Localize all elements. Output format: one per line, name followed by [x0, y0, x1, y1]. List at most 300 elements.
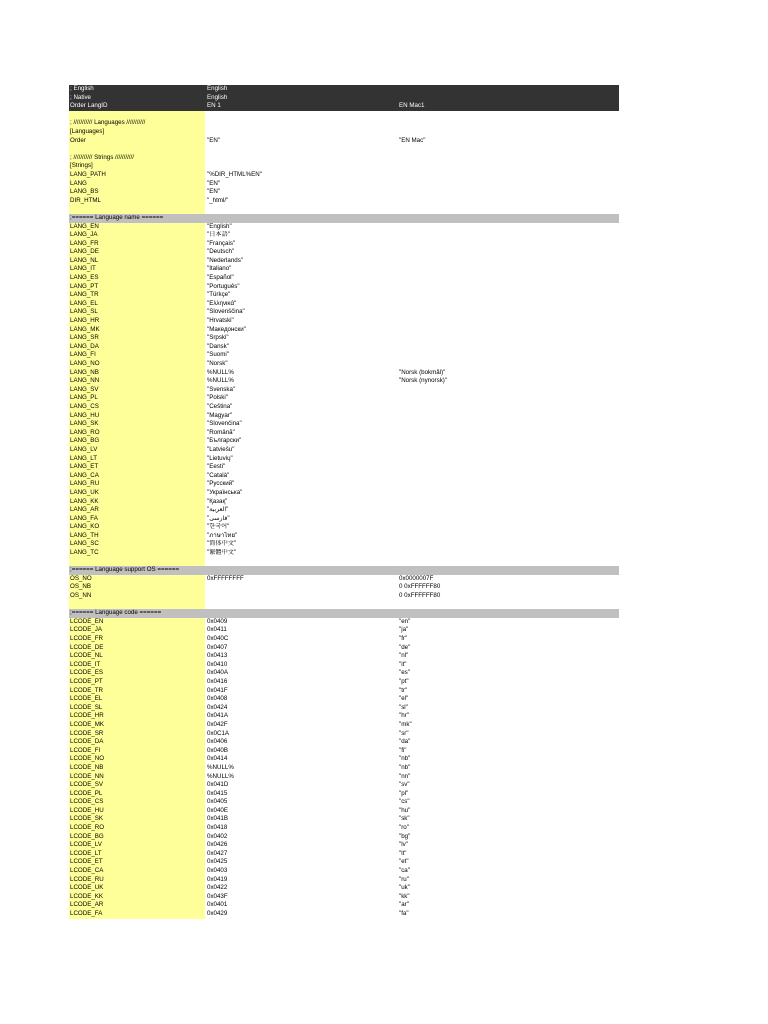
key-cell[interactable]: LCODE_TR: [69, 687, 205, 696]
key-cell[interactable]: LANG_SK: [69, 420, 205, 429]
key-cell[interactable]: LANG_BS: [69, 188, 205, 197]
mac-value-cell[interactable]: [399, 446, 619, 455]
key-cell[interactable]: Order: [69, 137, 205, 146]
key-cell[interactable]: LANG_BG: [69, 437, 205, 446]
mac-value-cell[interactable]: "sv": [399, 781, 410, 789]
key-cell[interactable]: LANG_NN: [69, 377, 205, 386]
value-cell[interactable]: 0x041D: [207, 781, 229, 789]
value-cell[interactable]: 0x0410: [207, 660, 228, 668]
key-cell[interactable]: [69, 111, 205, 120]
mac-value-cell[interactable]: [399, 197, 619, 206]
mac-value-cell[interactable]: [399, 265, 619, 274]
value-cell[interactable]: "Hrvatski": [207, 317, 234, 325]
key-cell[interactable]: LCODE_LV: [69, 841, 205, 850]
key-cell[interactable]: LANG_SC: [69, 540, 205, 549]
mac-value-cell[interactable]: [399, 154, 619, 163]
key-cell[interactable]: LANG_SV: [69, 386, 205, 395]
mac-value-cell[interactable]: "pl": [399, 789, 409, 797]
mac-value-cell[interactable]: [399, 498, 619, 507]
mac-value-cell[interactable]: "nb": [399, 763, 411, 771]
value-cell[interactable]: [207, 583, 397, 592]
key-cell[interactable]: LANG_UK: [69, 489, 205, 498]
mac-value-cell[interactable]: [399, 188, 619, 197]
value-cell[interactable]: %NULL%: [207, 763, 234, 771]
key-cell[interactable]: LANG_RU: [69, 480, 205, 489]
mac-value-cell[interactable]: [399, 119, 619, 128]
key-cell[interactable]: ;====== Language support OS ======: [69, 566, 205, 575]
key-cell[interactable]: LANG_FA: [69, 515, 205, 524]
key-cell[interactable]: LANG_TR: [69, 291, 205, 300]
mac-value-cell[interactable]: [399, 523, 619, 532]
value-cell[interactable]: "日本語": [207, 231, 230, 239]
value-cell[interactable]: "العربية": [207, 506, 229, 514]
value-cell[interactable]: "Italiano": [207, 265, 232, 273]
mac-value-cell[interactable]: "nn": [399, 772, 411, 780]
mac-value-cell[interactable]: "EN Mac": [399, 136, 426, 144]
mac-value-cell[interactable]: "uk": [399, 884, 410, 892]
key-cell[interactable]: LCODE_LT: [69, 850, 205, 859]
value-cell[interactable]: 0x0C1A: [207, 729, 230, 737]
key-cell[interactable]: ; /////////// Languages ///////////: [69, 119, 205, 128]
key-cell[interactable]: LANG_DE: [69, 248, 205, 257]
mac-value-cell[interactable]: [399, 94, 619, 103]
value-cell[interactable]: 0x0411: [207, 626, 227, 634]
key-cell[interactable]: LCODE_FA: [69, 910, 205, 919]
value-cell[interactable]: 0x040B: [207, 746, 228, 754]
value-cell[interactable]: "Slovenčina": [207, 420, 242, 428]
value-cell[interactable]: "Български": [207, 437, 242, 445]
mac-value-cell[interactable]: "ar": [399, 901, 409, 909]
value-cell[interactable]: 0x040C: [207, 635, 229, 642]
key-cell[interactable]: LCODE_BG: [69, 833, 205, 842]
mac-value-cell[interactable]: "en": [399, 617, 411, 625]
value-cell[interactable]: 0x041F: [207, 686, 228, 694]
value-cell[interactable]: [207, 558, 397, 567]
key-cell[interactable]: LANG_NL: [69, 257, 205, 266]
value-cell[interactable]: "Lietuvių": [207, 454, 233, 462]
key-cell[interactable]: LANG_TC: [69, 549, 205, 558]
value-cell[interactable]: 0x0402: [207, 832, 228, 840]
table-row: [69, 695, 619, 704]
mac-value-cell[interactable]: [399, 162, 619, 171]
value-cell[interactable]: 0x0414: [207, 755, 228, 763]
mac-value-cell[interactable]: [399, 420, 619, 429]
mac-value-cell[interactable]: "ru": [399, 875, 409, 883]
value-cell[interactable]: 0x0424: [207, 703, 228, 711]
key-cell[interactable]: LCODE_NO: [69, 755, 205, 764]
mac-value-cell[interactable]: "Norsk (bokmål)": [399, 368, 446, 376]
key-cell[interactable]: LCODE_EL: [69, 695, 205, 704]
key-cell[interactable]: LANG_KO: [69, 523, 205, 532]
key-cell[interactable]: LCODE_RO: [69, 824, 205, 833]
mac-value-cell[interactable]: "es": [399, 669, 410, 677]
value-cell[interactable]: "EN": [207, 188, 220, 196]
mac-value-cell[interactable]: [399, 145, 619, 154]
value-cell[interactable]: 0x042F: [207, 720, 228, 728]
key-cell[interactable]: OS_NN: [69, 592, 205, 601]
key-cell[interactable]: LCODE_FR: [69, 635, 205, 644]
mac-value-cell[interactable]: [399, 180, 619, 189]
value-cell[interactable]: English: [207, 85, 228, 92]
value-cell[interactable]: "ภาษาไทย": [207, 531, 238, 539]
value-cell[interactable]: "Русский": [207, 480, 235, 488]
table-row: [69, 188, 619, 197]
table-row: [69, 858, 619, 867]
value-cell[interactable]: 0x041B: [207, 815, 228, 823]
key-cell[interactable]: LCODE_NL: [69, 652, 205, 661]
mac-value-cell[interactable]: [399, 403, 619, 412]
mac-value-cell[interactable]: "mk": [399, 720, 412, 728]
mac-value-cell[interactable]: [399, 480, 619, 489]
mac-value-cell[interactable]: [399, 274, 619, 283]
mac-value-cell[interactable]: [399, 386, 619, 395]
mac-value-cell[interactable]: [399, 549, 619, 558]
value-cell[interactable]: "Slovenščina": [207, 308, 245, 316]
value-cell[interactable]: "Čeština": [207, 402, 233, 410]
key-cell[interactable]: LANG_ET: [69, 463, 205, 472]
mac-value-cell[interactable]: [399, 240, 619, 249]
value-cell[interactable]: "Deutsch": [207, 248, 235, 256]
value-cell[interactable]: [207, 609, 397, 618]
value-cell[interactable]: "Українська": [207, 488, 243, 496]
key-cell[interactable]: LCODE_NN: [69, 773, 205, 782]
value-cell[interactable]: 0x0413: [207, 652, 228, 660]
value-cell[interactable]: %NULL%: [207, 772, 234, 780]
value-cell[interactable]: "EN": [207, 136, 220, 144]
table-row: [69, 626, 619, 635]
value-cell[interactable]: [207, 119, 397, 128]
mac-value-cell[interactable]: "ro": [399, 824, 409, 832]
value-cell[interactable]: 0x0416: [207, 677, 228, 685]
key-cell[interactable]: LANG_SL: [69, 308, 205, 317]
value-cell[interactable]: EN 1: [207, 102, 221, 110]
key-cell[interactable]: [69, 558, 205, 567]
key-cell[interactable]: LANG_CA: [69, 472, 205, 481]
key-cell[interactable]: LANG_NB: [69, 369, 205, 378]
mac-value-cell[interactable]: "fi": [399, 746, 407, 754]
value-cell[interactable]: "Română": [207, 428, 235, 436]
mac-value-cell[interactable]: "it": [399, 660, 407, 668]
mac-value-cell[interactable]: EN Mac1: [399, 102, 425, 110]
value-cell[interactable]: 0x043F: [207, 892, 228, 900]
key-cell[interactable]: LCODE_ET: [69, 858, 205, 867]
mac-value-cell[interactable]: "cs": [399, 798, 410, 806]
key-cell[interactable]: LCODE_CS: [69, 798, 205, 807]
value-cell[interactable]: 0x0403: [207, 867, 228, 875]
mac-value-cell[interactable]: "fr": [399, 635, 408, 642]
value-cell[interactable]: "繁體中文": [207, 549, 237, 557]
value-cell[interactable]: "Dansk": [207, 342, 229, 350]
mac-value-cell[interactable]: [399, 111, 619, 120]
key-cell[interactable]: OS_NB: [69, 583, 205, 592]
mac-value-cell[interactable]: "nl": [399, 652, 409, 660]
key-cell[interactable]: LCODE_AR: [69, 901, 205, 910]
mac-value-cell[interactable]: [399, 566, 619, 575]
mac-value-cell[interactable]: "tr": [399, 686, 408, 694]
value-cell[interactable]: 0x0407: [207, 643, 228, 651]
mac-value-cell[interactable]: [399, 317, 619, 326]
mac-value-cell[interactable]: "sr": [399, 729, 409, 737]
mac-value-cell[interactable]: [399, 223, 619, 232]
value-cell[interactable]: 0x040E: [207, 806, 228, 814]
mac-value-cell[interactable]: [399, 205, 619, 214]
mac-value-cell[interactable]: [399, 351, 619, 360]
key-cell[interactable]: LCODE_CA: [69, 867, 205, 876]
key-cell[interactable]: LANG_LV: [69, 446, 205, 455]
value-cell[interactable]: %NULL%: [207, 377, 234, 385]
key-cell[interactable]: ; /////////// Strings ///////////: [69, 154, 205, 163]
key-cell[interactable]: [Strings]: [69, 162, 205, 171]
value-cell[interactable]: "%DIR_HTML%EN": [207, 170, 262, 178]
key-cell[interactable]: LCODE_DE: [69, 644, 205, 653]
mac-value-cell[interactable]: [399, 248, 619, 257]
mac-value-cell[interactable]: [399, 360, 619, 369]
mac-value-cell[interactable]: [399, 489, 619, 498]
value-cell[interactable]: "Қазақ": [207, 497, 228, 505]
key-cell[interactable]: LCODE_KK: [69, 893, 205, 902]
value-cell[interactable]: [207, 111, 397, 120]
key-cell[interactable]: LANG: [69, 180, 205, 189]
mac-value-cell[interactable]: [399, 558, 619, 567]
value-cell[interactable]: "Türkçe": [207, 291, 231, 299]
value-cell[interactable]: "한국어": [207, 523, 230, 531]
value-cell[interactable]: [207, 205, 397, 214]
value-cell[interactable]: 0x0401: [207, 901, 228, 909]
key-cell[interactable]: [Languages]: [69, 128, 205, 137]
mac-value-cell[interactable]: "hu": [399, 806, 411, 814]
key-cell[interactable]: ; Native: [70, 93, 91, 101]
mac-value-cell[interactable]: "el": [399, 695, 409, 703]
key-cell[interactable]: LANG_CS: [69, 403, 205, 412]
key-cell[interactable]: LCODE_SV: [69, 781, 205, 790]
value-cell[interactable]: [207, 592, 397, 601]
key-cell[interactable]: LCODE_MK: [69, 721, 205, 730]
value-cell[interactable]: 0x0419: [207, 875, 228, 883]
mac-value-cell[interactable]: [399, 540, 619, 549]
value-cell[interactable]: "Eesti": [207, 463, 226, 471]
key-cell[interactable]: LCODE_SR: [69, 730, 205, 739]
mac-value-cell[interactable]: [399, 437, 619, 446]
mac-value-cell[interactable]: "kk": [399, 892, 410, 900]
value-cell[interactable]: [207, 145, 397, 154]
key-cell[interactable]: LCODE_UK: [69, 884, 205, 893]
mac-value-cell[interactable]: "lv": [399, 841, 408, 849]
key-cell[interactable]: LANG_RO: [69, 429, 205, 438]
key-cell[interactable]: LCODE_DA: [69, 738, 205, 747]
value-cell[interactable]: English: [207, 93, 228, 101]
mac-value-cell[interactable]: [399, 343, 619, 352]
key-cell[interactable]: LCODE_PT: [69, 678, 205, 687]
value-cell[interactable]: "Polski": [207, 394, 228, 402]
value-cell[interactable]: 0x0406: [207, 738, 228, 746]
value-cell[interactable]: "Català": [207, 471, 230, 479]
key-cell[interactable]: LCODE_ES: [69, 669, 205, 678]
mac-value-cell[interactable]: [399, 506, 619, 515]
key-cell[interactable]: LCODE_SL: [69, 704, 205, 713]
key-cell[interactable]: LANG_DA: [69, 343, 205, 352]
value-cell[interactable]: "Svenska": [207, 385, 236, 393]
key-cell[interactable]: LCODE_RU: [69, 876, 205, 885]
value-cell[interactable]: "English": [207, 222, 232, 230]
mac-value-cell[interactable]: [399, 85, 619, 94]
key-cell[interactable]: LCODE_HR: [69, 712, 205, 721]
key-cell[interactable]: LANG_EL: [69, 300, 205, 309]
key-cell[interactable]: LANG_HR: [69, 317, 205, 326]
mac-value-cell[interactable]: [399, 326, 619, 335]
key-cell[interactable]: LCODE_HU: [69, 807, 205, 816]
mac-value-cell[interactable]: [399, 532, 619, 541]
key-cell[interactable]: LANG_MK: [69, 326, 205, 335]
key-cell[interactable]: LCODE_NB: [69, 764, 205, 773]
mac-value-cell[interactable]: 0 0xFFFFFF80: [399, 583, 441, 591]
mac-value-cell[interactable]: [399, 171, 619, 180]
value-cell[interactable]: [207, 128, 397, 137]
mac-value-cell[interactable]: "ja": [399, 626, 409, 634]
mac-value-cell[interactable]: 0 0xFFFFFF80: [399, 592, 441, 600]
mac-value-cell[interactable]: "Norsk (nynorsk)": [399, 377, 448, 385]
key-cell[interactable]: LANG_LT: [69, 455, 205, 464]
value-cell[interactable]: 0x0418: [207, 824, 228, 832]
mac-value-cell[interactable]: [399, 609, 619, 618]
mac-value-cell[interactable]: [399, 601, 619, 610]
mac-value-cell[interactable]: [399, 128, 619, 137]
key-cell[interactable]: LCODE_JA: [69, 626, 205, 635]
value-cell[interactable]: [207, 566, 397, 575]
value-cell[interactable]: 0x0429: [207, 910, 228, 917]
mac-value-cell[interactable]: [399, 257, 619, 266]
mac-value-cell[interactable]: "hr": [399, 712, 409, 720]
value-cell[interactable]: [207, 214, 397, 223]
mac-value-cell[interactable]: "sk": [399, 815, 410, 823]
key-cell[interactable]: LANG_SR: [69, 334, 205, 343]
value-cell[interactable]: "Nederlands": [207, 256, 244, 264]
value-cell[interactable]: 0x0408: [207, 695, 228, 703]
table-row: [69, 489, 619, 498]
mac-value-cell[interactable]: "pt": [399, 677, 409, 685]
value-cell[interactable]: 0x041A: [207, 712, 228, 720]
table-row: [69, 498, 619, 507]
key-cell[interactable]: LCODE_PL: [69, 790, 205, 799]
key-cell[interactable]: LANG_NO: [69, 360, 205, 369]
key-cell[interactable]: LANG_TH: [69, 532, 205, 541]
key-cell[interactable]: LANG_KK: [69, 498, 205, 507]
key-cell[interactable]: DIR_HTML: [69, 197, 205, 206]
value-cell[interactable]: [207, 154, 397, 163]
mac-value-cell[interactable]: [399, 463, 619, 472]
key-cell[interactable]: LANG_IT: [69, 265, 205, 274]
value-cell[interactable]: "Srpski": [207, 334, 229, 342]
value-cell[interactable]: %NULL%: [207, 368, 234, 376]
value-cell[interactable]: "EN": [207, 179, 220, 187]
mac-value-cell[interactable]: [399, 214, 619, 223]
value-cell[interactable]: "Ελληνικά": [207, 299, 237, 307]
key-cell[interactable]: [69, 145, 205, 154]
key-cell[interactable]: ;====== Language name ======: [69, 214, 205, 223]
mac-value-cell[interactable]: [399, 334, 619, 343]
mac-value-cell[interactable]: "da": [399, 738, 411, 746]
key-cell[interactable]: ; English: [70, 85, 94, 92]
mac-value-cell[interactable]: "fa": [399, 910, 409, 917]
mac-value-cell[interactable]: [399, 412, 619, 421]
mac-value-cell[interactable]: "bg": [399, 832, 411, 840]
mac-value-cell[interactable]: [399, 394, 619, 403]
key-cell[interactable]: LANG_HU: [69, 412, 205, 421]
key-cell[interactable]: LANG_PL: [69, 394, 205, 403]
value-cell[interactable]: 0xFFFFFFFF: [207, 574, 244, 582]
value-cell[interactable]: 0x0409: [207, 617, 228, 625]
key-cell[interactable]: Order LangID: [70, 102, 108, 110]
value-cell[interactable]: "_html/": [207, 196, 229, 204]
key-cell[interactable]: LANG_PT: [69, 283, 205, 292]
key-cell[interactable]: LCODE_FI: [69, 747, 205, 756]
key-cell[interactable]: LANG_JA: [69, 231, 205, 240]
mac-value-cell[interactable]: "de": [399, 643, 411, 651]
key-cell[interactable]: LCODE_EN: [69, 618, 205, 627]
value-cell[interactable]: "فارسی": [207, 514, 230, 522]
value-cell[interactable]: "Português": [207, 282, 240, 290]
mac-value-cell[interactable]: [399, 283, 619, 292]
key-cell[interactable]: LANG_ES: [69, 274, 205, 283]
value-cell[interactable]: "Español": [207, 274, 234, 282]
key-cell[interactable]: LANG_EN: [69, 223, 205, 232]
value-cell[interactable]: "Norsk": [207, 360, 228, 367]
mac-value-cell[interactable]: [399, 231, 619, 240]
value-cell[interactable]: 0x0422: [207, 884, 228, 892]
mac-value-cell[interactable]: [399, 455, 619, 464]
value-cell[interactable]: [207, 601, 397, 610]
mac-value-cell[interactable]: "et": [399, 858, 409, 866]
value-cell[interactable]: "Македонски": [207, 325, 246, 333]
table-row: [69, 308, 619, 317]
mac-value-cell[interactable]: [399, 515, 619, 524]
mac-value-cell[interactable]: [399, 291, 619, 300]
value-cell[interactable]: "简体中文": [207, 540, 237, 548]
key-cell[interactable]: LCODE_SK: [69, 815, 205, 824]
key-cell[interactable]: LANG_FR: [69, 240, 205, 249]
mac-value-cell[interactable]: "ca": [399, 867, 410, 875]
key-cell[interactable]: [69, 601, 205, 610]
key-cell[interactable]: LCODE_IT: [69, 661, 205, 670]
table-row: [69, 300, 619, 309]
value-cell[interactable]: 0x0426: [207, 841, 228, 849]
key-cell[interactable]: LANG_AR: [69, 506, 205, 515]
mac-value-cell[interactable]: [399, 472, 619, 481]
mac-value-cell[interactable]: "lt": [399, 849, 407, 857]
value-cell[interactable]: 0x0425: [207, 858, 228, 866]
value-cell[interactable]: "Magyar": [207, 411, 233, 419]
mac-value-cell[interactable]: "sl": [399, 703, 408, 711]
value-cell[interactable]: 0x0415: [207, 789, 228, 797]
value-cell[interactable]: "Français": [207, 239, 236, 247]
key-cell[interactable]: [69, 205, 205, 214]
value-cell[interactable]: "Latviešu": [207, 445, 235, 453]
value-cell[interactable]: 0x0405: [207, 798, 228, 806]
key-cell[interactable]: LANG_FI: [69, 351, 205, 360]
mac-value-cell[interactable]: "nb": [399, 755, 411, 763]
key-cell[interactable]: ;====== Language code ======: [69, 609, 205, 618]
value-cell[interactable]: 0x0427: [207, 849, 228, 857]
key-cell[interactable]: LANG_PATH: [69, 171, 205, 180]
mac-value-cell[interactable]: [399, 300, 619, 309]
key-cell[interactable]: OS_NO: [69, 575, 205, 584]
mac-value-cell[interactable]: 0x0000007F: [399, 574, 434, 582]
table-row: [69, 669, 619, 678]
value-cell[interactable]: "Suomi": [207, 351, 229, 359]
value-cell[interactable]: [207, 162, 397, 171]
value-cell[interactable]: 0x040A: [207, 669, 228, 677]
mac-value-cell[interactable]: [399, 308, 619, 317]
mac-value-cell[interactable]: [399, 429, 619, 438]
